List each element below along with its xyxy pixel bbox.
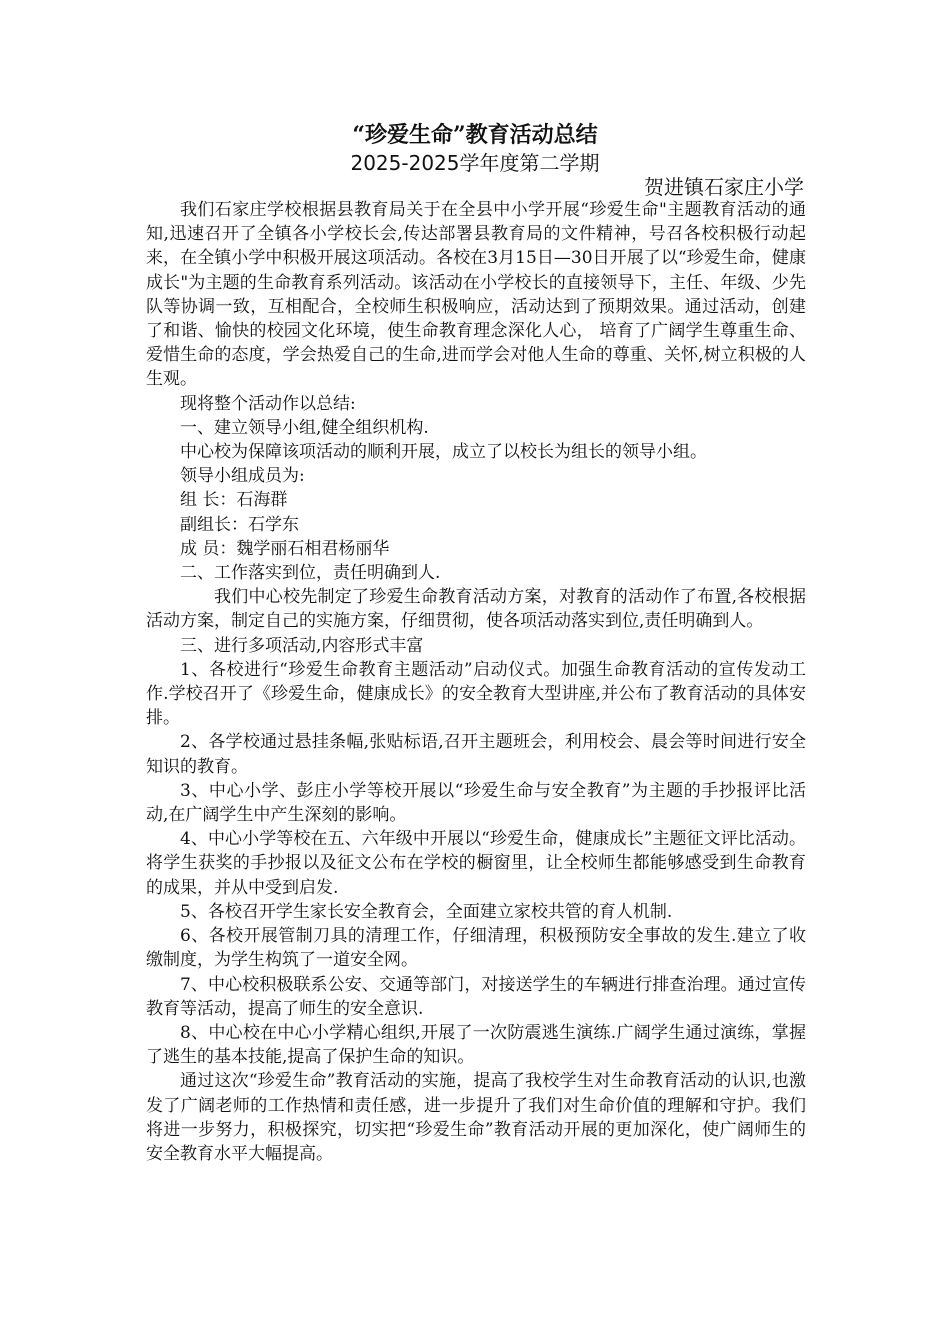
activity-item: 5、各校召开学生家长安全教育会，全面建立家校共管的育人机制. — [180, 901, 673, 922]
paragraph: 中心校为保障该项活动的顺利开展，成立了以校长为组长的领导小组。 — [180, 442, 707, 463]
paragraph-conclusion: 通过这次“珍爱生命”教育活动的实施，提高了我校学生对生命教育活动的认识,也激发了广阔老师的工作热情和责任感，进一步提升了我们对生命价值的理解和守护。我们将进一步努力，积极探究，切实把“珍爱生命”教育活动开展的更加深化，使广阔师生的安全教育水平大幅提高。 — [146, 1071, 806, 1164]
section-heading-2: 二、工作落实到位，责任明确到人. — [180, 563, 441, 584]
document-title: “珍爱生命”教育活动总结 — [352, 122, 598, 148]
paragraph: 领导小组成员为: — [180, 466, 305, 487]
member-line: 成 员：魏学丽石相君杨丽华 — [180, 538, 390, 559]
activity-item: 4、中心小学等校在五、六年级中开展以“珍爱生命，健康成长”主题征文评比活动。将学生获奖的手抄报以及征文公布在学校的橱窗里，让全校师生都能够感受到生命教育的成果，并从中受到启发. — [146, 829, 806, 898]
activity-item: 6、各校开展管制刀具的清理工作，仔细清理，积极预防安全事故的发生.建立了收缴制度，为学生构筑了一道安全网。 — [146, 926, 806, 971]
document-subtitle: 2025-2025学年度第二学期 — [350, 151, 600, 175]
paragraph-intro: 我们石家庄学校根据县教育局关于在全县中小学开展“珍爱生命"主题教育活动的通知,迅速召开了全镇各小学校长会,传达部署县教育局的文件精神，号召各校积极行动起来，在全镇小学中积极开展这项活动。各校在3月15日—30日开展了以“珍爱生命，健康成长"为主题的生命教育系列活动。该活动在小学校长的直接领导下，主任、年级、少先队等协调一致，互相配合，全校师生积极响应，活动达到了预期效果。通过活动，创建了和谐、愉快的校园文化环境，使生命教育理念深化人心， 培育了广阔学生尊重生命、爱惜生命的态度，学会热爱自己的生命,进而学会对他人生命的尊重、关怀,树立积极的人生观。 — [146, 200, 806, 390]
school-name: 贺进镇石家庄小学 — [644, 175, 804, 199]
member-line: 组 长：石海群 — [180, 490, 288, 511]
document-body — [146, 198, 806, 1166]
paragraph: 我们中心校先制定了珍爱生命教育活动方案，对教育的活动作了布置,各校根据活动方案，制定自己的实施方案，仔细贯彻，使各项活动落实到位,责任明确到人。 — [146, 587, 806, 632]
activity-item: 3、中心小学、彭庄小学等校开展以“珍爱生命与安全教育”为主题的手抄报评比活动,在广阔学生中产生深刻的影响。 — [146, 780, 806, 826]
activity-item: 8、中心校在中心小学精心组织,开展了一次防震逃生演练.广阔学生通过演练，掌握了逃生的基本技能,提高了保护生命的知识。 — [146, 1022, 806, 1068]
activity-item: 1、各校进行“珍爱生命教育主题活动”启动仪式。加强生命教育活动的宣传发动工作.学校召开了《珍爱生命，健康成长》的安全教育大型讲座,并公布了教育活动的具体安排。 — [146, 659, 806, 729]
member-line: 副组长：石学东 — [180, 514, 299, 535]
activity-item: 7、中心校积极联系公安、交通等部门，对接送学生的车辆进行排查治理。通过宣传教育等活动，提高了师生的安全意识. — [146, 974, 806, 1019]
section-heading-1: 一、建立领导小组,健全组织机构. — [180, 417, 429, 438]
section-heading-3: 三、进行多项活动,内容形式丰富 — [180, 635, 424, 656]
paragraph-summary-lead: 现将整个活动作以总结: — [180, 393, 356, 414]
activity-item: 2、各学校通过悬挂条幅,张贴标语,召开主题班会，利用校会、晨会等时间进行安全知识的教育。 — [146, 732, 806, 777]
